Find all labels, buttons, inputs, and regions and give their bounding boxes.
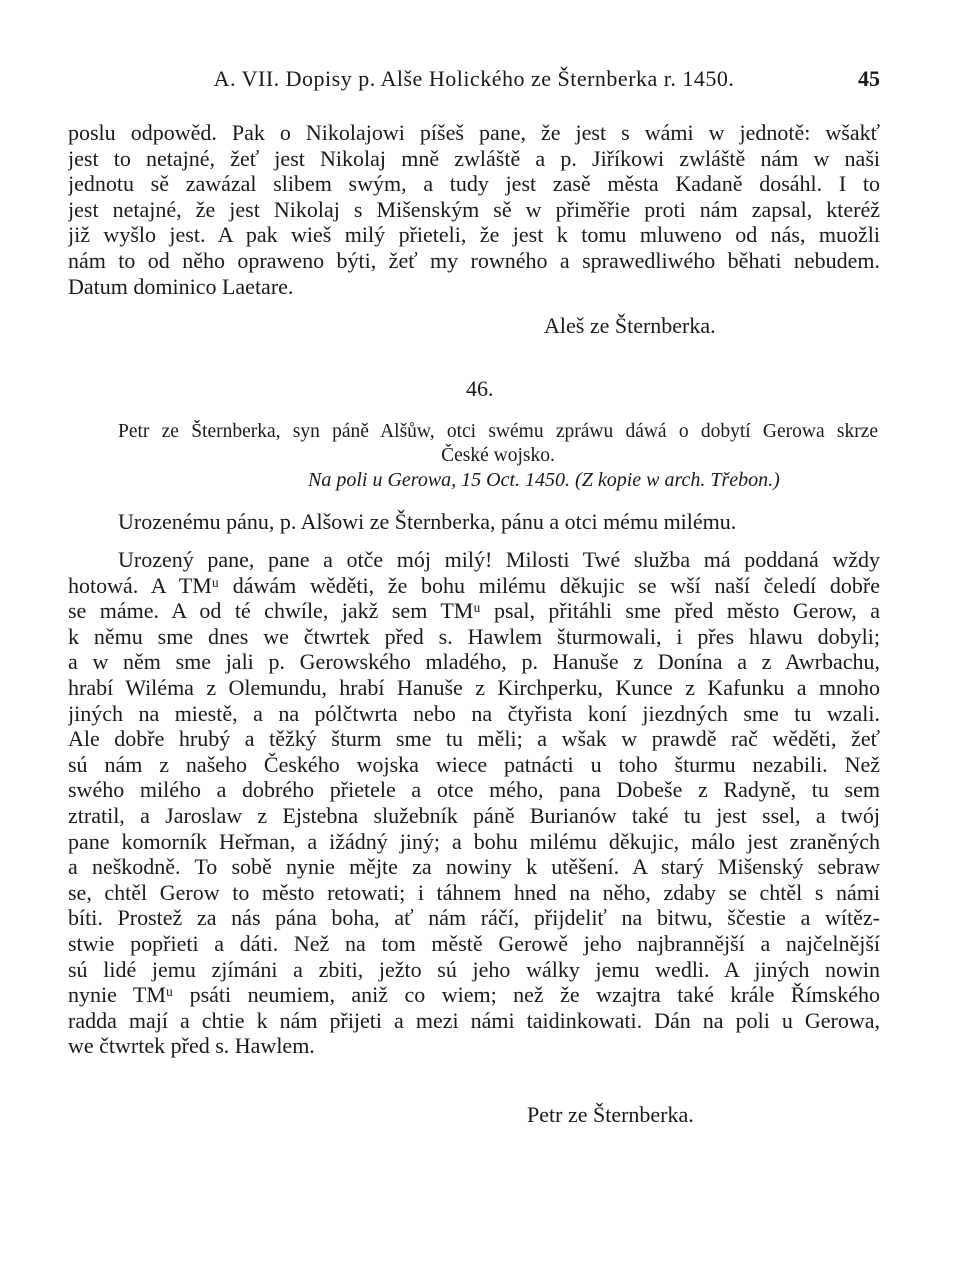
- letter-number: 46.: [466, 376, 494, 401]
- regest-line: České wojsko.: [441, 445, 555, 466]
- regest-line: Petr ze Šternberka, syn páně Alšůw, otci swému zpráwu dáwá o dobytí Gerowa skrze: [118, 421, 878, 442]
- text-line: Urozený pane, pane a otče mój milý! Milosti Twé služba má poddaná wždy: [118, 547, 880, 572]
- text-line: hrabí Wiléma z Olemundu, hrabí Hanuše z Kirchperku, Kunce z Kafunku a mnoho: [68, 674, 880, 700]
- letter-46-dateline: Na poli u Gerowa, 15 Oct. 1450. (Z kopie w arch. Třebon.): [308, 469, 780, 491]
- running-title: A. VII. Dopisy p. Alše Holického ze Šternberka r. 1450.: [213, 66, 735, 91]
- text-line: Ale dobře hrubý a těžký šturm sme tu měli; a wšak w prawdě rač wěděti, žeť: [68, 726, 880, 752]
- text-line: hotowá. A TMᵘ dáwám wěděti, že bohu milému děkujic se wší naší čeledí dobře: [68, 572, 880, 598]
- text-line: Datum dominico Laetare.: [68, 273, 294, 299]
- text-line: nám to od něho opraweno býti, žeť my rowného a sprawedliwého běhati nebudem.: [68, 247, 880, 273]
- text-line: se máme. A od té chwíle, jakž sem TMᵘ psal, přitáhli sme před město Gerow, a: [68, 598, 880, 624]
- text-line: jiných na miestě, a na pólčtwrta nebo na čtyřista koní jiezdných sme tu wzali.: [68, 700, 880, 726]
- letter-46-signature: Petr ze Šternberka.: [527, 1102, 694, 1127]
- text-line: nynie TMᵘ psáti neumiem, aniž co wiem; než že wzajtra také krále Římského: [68, 982, 880, 1008]
- text-line: poslu odpowěd. Pak o Nikolajowi píšeš pane, že jest s wámi w jednotě: wšakť: [68, 120, 880, 145]
- text-line: sú lidé jemu zjímáni a zbiti, ježto sú jeho wálky jemu wedli. A jiných nowin: [68, 956, 880, 982]
- text-line: pane komorník Heřman, a ižádný jiný; a bohu milému děkujic, málo jest zraněných: [68, 828, 880, 854]
- text-line: ztratil, a Jaroslaw z Ejstebna služebník páně Burianów také tu jest ssel, a twój: [68, 802, 880, 828]
- letter-46-regest: [118, 420, 878, 468]
- text-line: jest to netajné, žeť jest Nikolaj mně zwláště a p. Jiříkowi zwláště nám w naši: [68, 145, 880, 171]
- letter-45-signature: Aleš ze Šternberka.: [544, 313, 716, 338]
- page-number: 45: [858, 66, 880, 91]
- text-line: swého milého a dobrého přietele a otce mého, pana Dobeše z Radyně, tu sem: [68, 777, 880, 803]
- letter-46-address: Urozenému pánu, p. Alšowi ze Šternberka, pánu a otci mému milému.: [118, 509, 737, 534]
- text-line: stwie popřieti a dáti. Než na tom městě Gerowě jeho najbrannější a najčelnější: [68, 930, 880, 956]
- text-line: jest netajné, že jest Nikolaj s Mišenským sě w přiměřie proti nám zapsal, kteréž: [68, 196, 880, 222]
- text-line: k němu sme dnes we čtwrtek před s. Hawlem šturmowali, i přes hlawu dobyli;: [68, 623, 880, 649]
- running-header: [68, 66, 880, 96]
- text-line: we čtwrtek před s. Hawlem.: [68, 1033, 315, 1059]
- letter-45-body: [68, 120, 880, 299]
- text-line: a neškodně. To sobě nynie mějte za nowiny k utěšení. A starý Mišenský sebraw: [68, 854, 880, 880]
- text-line: radda mají a chtie k nám přijeti a mezi námi taidinkowati. Dán na poli u Gerowa,: [68, 1007, 880, 1033]
- text-line: a w něm sme jali p. Gerowského mladého, p. Hanuše z Donína a z Awrbachu,: [68, 649, 880, 675]
- text-line: jednotu sě zawázal slibem swým, a tudy jest zasě města Kadaně dosáhl. I to: [68, 171, 880, 197]
- text-line: již wyšlo jest. A pak wieš milý přieteli, že jest k tomu mluweno od nás, muožli: [68, 222, 880, 248]
- text-line: se, chtěl Gerow to město retowati; i táhnem hned na něho, zdaby se chtěl s námi: [68, 879, 880, 905]
- text-line: sú nám z našeho Českého wojska wiece patnácti u toho šturmu nezabili. Než: [68, 751, 880, 777]
- text-line: bíti. Prostež za nás pána boha, ať nám ráčí, přijdeliť na bitwu, ščestie a wítěz-: [68, 905, 880, 931]
- letter-46-body: [68, 547, 880, 1059]
